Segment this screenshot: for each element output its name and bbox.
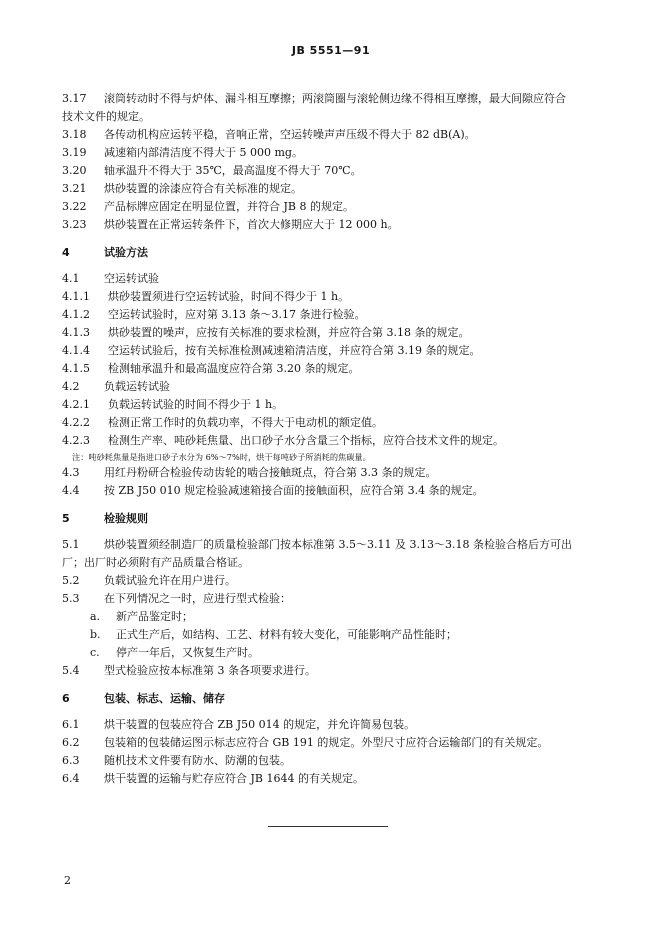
clause-number: 4.2.3 [62,434,90,447]
clause-4-1-2 [62,308,365,322]
clause-number: 4.4 [62,484,80,497]
list-marker: c. [90,646,100,659]
clause-text: 烘砂装置的噪声，应按有关标准的要求检测，并应符合第 3.18 条的规定。 [108,326,470,339]
clause-text: 烘砂装置的涂漆应符合有关标准的规定。 [104,182,302,195]
clause-text: 烘砂装置须经制造厂的质量检验部门按本标准第 3.5～3.11 及 3.13～3.18 条检验合格后方可出 [104,538,572,551]
list-text: 停产一年后，又恢复生产时。 [116,646,259,659]
clause-4-2-2 [62,416,383,430]
clause-text: 烘干装置的运输与贮存应符合 JB 1644 的有关规定。 [104,772,364,785]
section-title: 试验方法 [104,246,148,259]
clause-3-17 [62,92,566,106]
clause-number: 6.3 [62,754,80,767]
clause-number: 3.21 [62,182,87,195]
section-5-heading [62,512,148,526]
section-6-heading [62,692,225,706]
clause-4-2-3 [62,434,504,448]
list-item-a [90,610,193,624]
clause-number: 4.2.1 [62,398,90,411]
clause-4-1 [62,272,159,286]
clause-4-4 [62,484,484,498]
section-title: 检验规则 [104,512,148,525]
clause-text: 检测生产率、吨砂耗焦量、出口砂子水分含量三个指标，应符合技术文件的规定。 [108,434,504,447]
clause-text: 检测正常工作时的负载功率，不得大于电动机的额定值。 [108,416,383,429]
clause-text: 负载运转试验的时间不得少于 1 h。 [108,398,284,411]
clause-text: 滚筒转动时不得与炉体、漏斗相互摩擦；两滚筒圈与滚轮侧边缘不得相互摩擦，最大间隙应符合 [104,92,566,105]
clause-number: 6.2 [62,736,80,749]
clause-6-1 [62,718,415,732]
list-item-b [90,628,457,642]
clause-4-2-1 [62,398,283,412]
clause-4-1-4 [62,344,480,358]
list-text: 正式生产后，如结构、工艺、材料有较大变化，可能影响产品性能时； [116,628,457,641]
clause-3-18 [62,128,476,142]
clause-text: 轴承温升不得大于 35℃，最高温度不得大于 70℃。 [104,164,362,177]
clause-text: 负载运转试验 [104,380,170,393]
clause-number: 5.1 [62,538,80,551]
clause-text: 检测轴承温升和最高温度应符合第 3.20 条的规定。 [108,362,360,375]
clause-3-19 [62,146,303,160]
document-header: JB 5551—91 [291,44,371,57]
section-4-heading [62,246,148,260]
clause-6-3 [62,754,291,768]
page-number: 2 [64,874,71,887]
clause-number: 3.19 [62,146,87,159]
list-text: 新产品鉴定时； [116,610,193,623]
clause-4-1-1 [62,290,349,304]
clause-4-3 [62,466,437,480]
clause-number: 4.1 [62,272,80,285]
list-item-c [90,646,259,660]
clause-text: 产品标牌应固定在明显位置，并符合 JB 8 的规定。 [104,200,354,213]
clause-number: 4.3 [62,466,80,479]
clause-text: 烘砂装置须进行空运转试验，时间不得少于 1 h。 [108,290,350,303]
list-marker: a. [90,610,101,623]
clause-number: 5.2 [62,574,80,587]
end-rule [268,826,388,827]
clause-number: 4.1.2 [62,308,90,321]
clause-text: 型式检验应按本标准第 3 条各项要求进行。 [104,664,316,677]
clause-text: 厂；出厂时必须附有产品质量合格证。 [62,556,249,569]
section-number: 6 [62,692,70,705]
clause-text: 用红丹粉研合检验传动齿轮的啮合接触斑点，符合第 3.3 条的规定。 [104,466,437,479]
clause-text: 包装箱的包装储运图示标志应符合 GB 191 的规定。外型尺寸应符合运输部门的有关规定。 [104,736,549,749]
note: 注：吨砂耗焦量是指进口砂子水分为 6%～7%时，烘干每吨砂子所消耗的焦碳量。 [72,452,371,462]
clause-3-23 [62,218,399,232]
clause-number: 4.1.4 [62,344,90,357]
clause-number: 6.1 [62,718,80,731]
list-marker: b. [90,628,101,641]
clause-text: 随机技术文件要有防水、防潮的包装。 [104,754,291,767]
section-number: 5 [62,512,70,525]
clause-number: 5.3 [62,592,80,605]
clause-text: 减速箱内部清洁度不得大于 5 000 mg。 [104,146,303,159]
clause-number: 3.17 [62,92,87,105]
section-number: 4 [62,246,70,259]
clause-3-22 [62,200,354,214]
clause-text: 空运转试验后，按有关标准检测减速箱清洁度，并应符合第 3.19 条的规定。 [108,344,481,357]
clause-number: 3.22 [62,200,87,213]
clause-4-1-3 [62,326,469,340]
clause-number: 3.20 [62,164,87,177]
clause-5-4 [62,664,316,678]
clause-4-1-5 [62,362,359,376]
clause-number: 5.4 [62,664,80,677]
clause-text: 烘干装置的包装应符合 ZB J50 014 的规定，并允许简易包装。 [104,718,416,731]
clause-text: 空运转试验 [104,272,159,285]
clause-3-21 [62,182,302,196]
clause-3-17-cont [62,110,150,124]
clause-number: 6.4 [62,772,80,785]
clause-text: 空运转试验时，应对第 3.13 条～3.17 条进行检验。 [108,308,366,321]
clause-6-2 [62,736,548,750]
clause-5-1-cont [62,556,249,570]
clause-5-3 [62,592,291,606]
clause-number: 4.2.2 [62,416,90,429]
clause-3-20 [62,164,362,178]
clause-text: 各传动机构应运转平稳，音响正常，空运转噪声声压级不得大于 82 dB(A)。 [104,128,476,141]
clause-6-4 [62,772,364,786]
clause-text: 负载试验允许在用户进行。 [104,574,236,587]
clause-5-1 [62,538,572,552]
clause-number: 4.1.3 [62,326,90,339]
clause-number: 4.2 [62,380,80,393]
clause-number: 3.23 [62,218,87,231]
clause-text: 按 ZB J50 010 规定检验减速箱接合面的接触面积，应符合第 3.4 条的规定。 [104,484,484,497]
clause-number: 4.1.5 [62,362,90,375]
clause-number: 4.1.1 [62,290,90,303]
clause-text: 在下列情况之一时，应进行型式检验： [104,592,291,605]
clause-text: 烘砂装置在正常运转条件下，首次大修期应大于 12 000 h。 [104,218,399,231]
clause-number: 3.18 [62,128,87,141]
section-title: 包装、标志、运输、储存 [104,692,225,705]
clause-5-2 [62,574,236,588]
clause-text: 技术文件的规定。 [62,110,150,123]
clause-4-2 [62,380,170,394]
